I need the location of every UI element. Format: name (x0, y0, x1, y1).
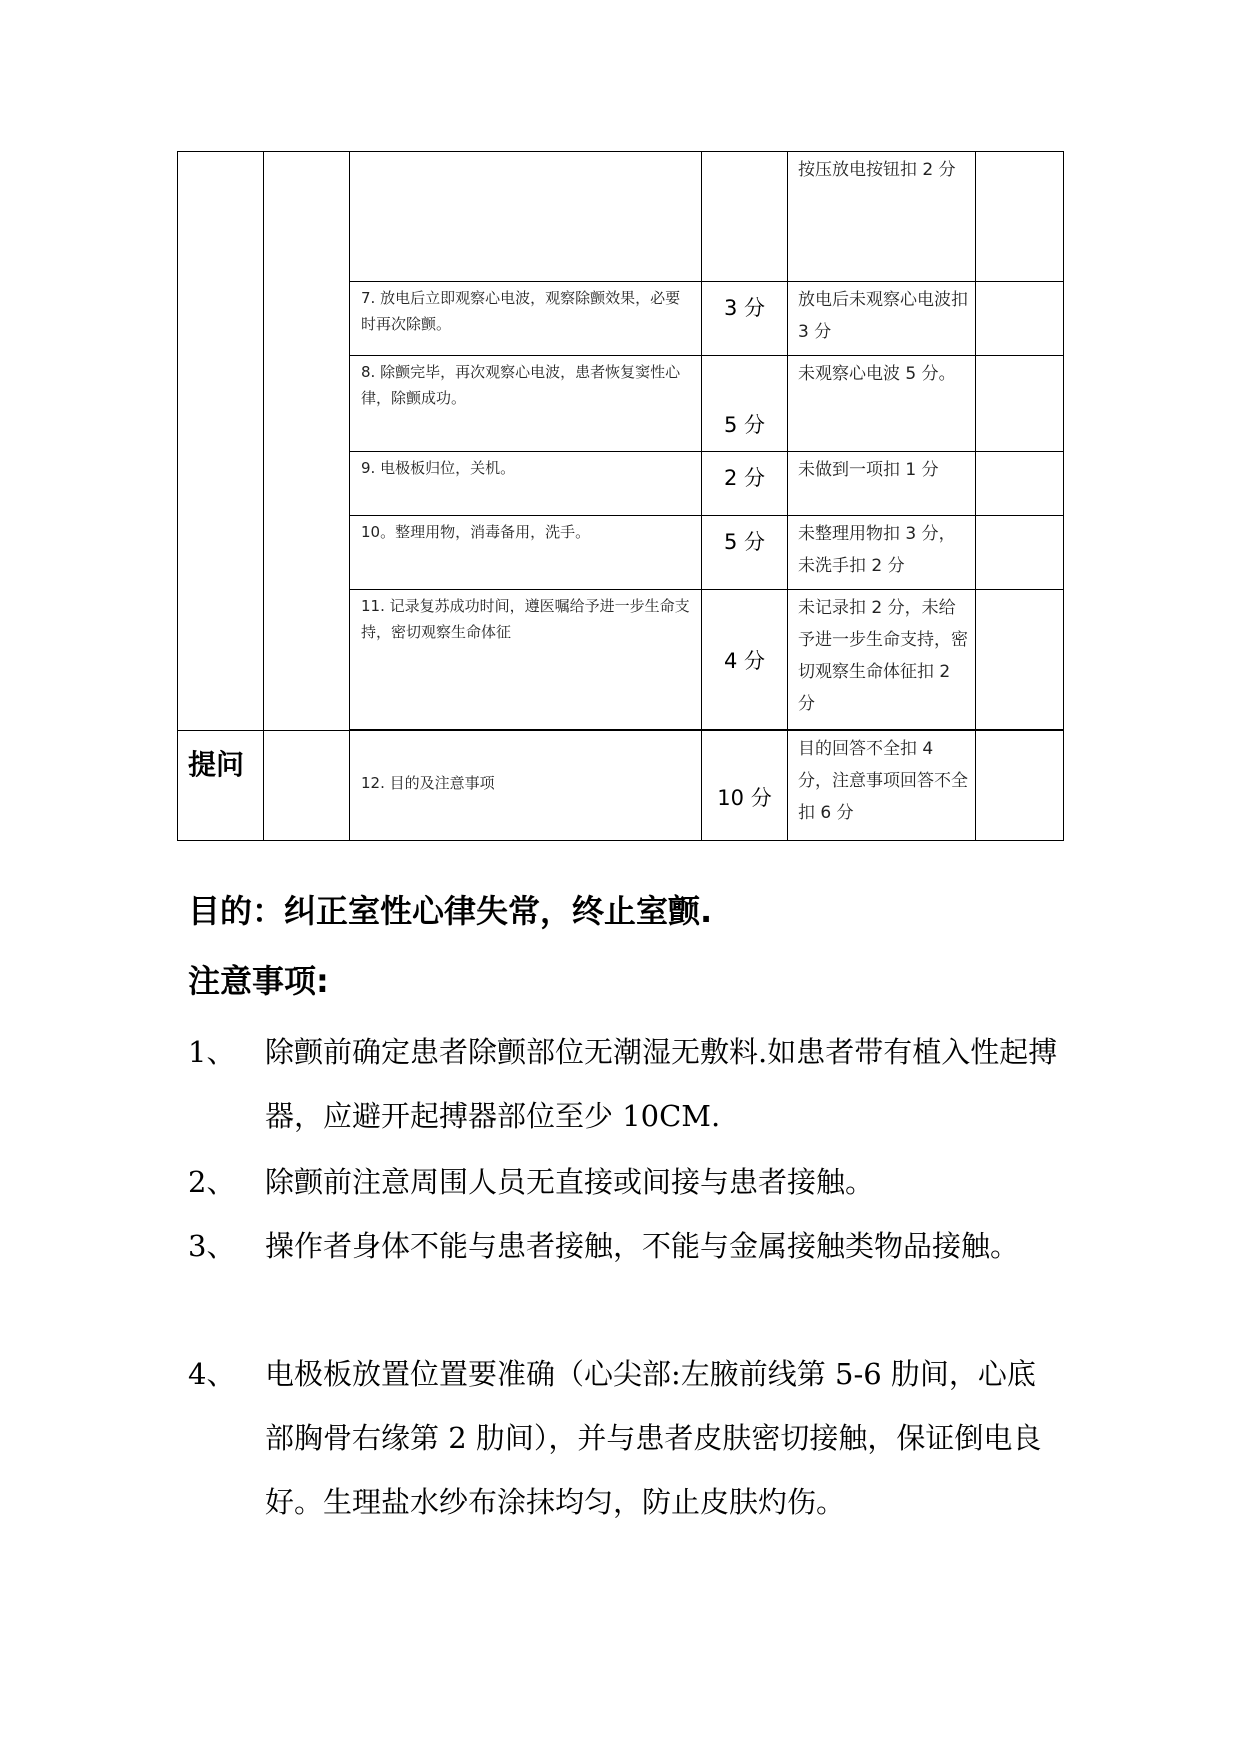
note-text: 电极板放置位置要准确（心尖部:左腋前线第 5-6 肋间，心底部胸骨右缘第 2 肋间），并与患者皮肤密切接触，保证倒电良好。生理盐水纱布涂抹均匀，防止皮肤灼伤。 (265, 1357, 1042, 1519)
note-number: 2、 (188, 1165, 236, 1199)
subsection-cell (264, 152, 350, 731)
note-number: 4、 (188, 1357, 236, 1391)
blank-cell (976, 356, 1064, 452)
score-cell: 5 分 (702, 516, 788, 590)
item-cell: 9. 电极板归位，关机。 (350, 452, 702, 516)
note-text: 除颤前确定患者除颤部位无潮湿无敷料.如患者带有植入性起搏器，应避开起搏器部位至少 10CM. (265, 1035, 1058, 1133)
blank-cell (976, 731, 1064, 841)
score-cell: 4 分 (702, 590, 788, 730)
deduction-cell: 未做到一项扣 1 分 (788, 452, 976, 516)
deduction-cell: 目的回答不全扣 4 分，注意事项回答不全扣 6 分 (788, 731, 976, 841)
blank-cell (976, 452, 1064, 516)
score-cell: 10 分 (702, 731, 788, 841)
note-number: 1、 (188, 1035, 236, 1069)
notes-heading: 注意事项: (188, 962, 329, 1000)
note-number: 3、 (188, 1229, 236, 1263)
blank-cell (976, 282, 1064, 356)
section-label-cell: 提问 (178, 731, 264, 841)
score-cell: 5 分 (702, 356, 788, 452)
blank-cell (976, 152, 1064, 282)
deduction-cell: 未整理用物扣 3 分，未洗手扣 2 分 (788, 516, 976, 590)
item-cell (350, 152, 702, 282)
blank-cell (976, 516, 1064, 590)
subsection-cell (264, 731, 350, 841)
table-row (178, 152, 1064, 282)
score-cell: 3 分 (702, 282, 788, 356)
note-item (188, 1150, 1063, 1214)
blank-cell (976, 590, 1064, 730)
deduction-cell: 未观察心电波 5 分。 (788, 356, 976, 452)
item-cell: 11. 记录复苏成功时间，遵医嘱给予进一步生命支持，密切观察生命体征 (350, 590, 702, 730)
question-row (178, 731, 1064, 841)
score-cell (702, 152, 788, 282)
item-cell: 10。整理用物，消毒备用，洗手。 (350, 516, 702, 590)
scoring-table (177, 151, 1064, 841)
deduction-cell: 放电后未观察心电波扣 3 分 (788, 282, 976, 356)
score-cell: 2 分 (702, 452, 788, 516)
item-cell: 8. 除颤完毕，再次观察心电波，患者恢复窦性心律，除颤成功。 (350, 356, 702, 452)
note-text: 除颤前注意周围人员无直接或间接与患者接触。 (265, 1165, 875, 1199)
item-cell: 7. 放电后立即观察心电波，观察除颤效果，必要时再次除颤。 (350, 282, 702, 356)
note-text: 操作者身体不能与患者接触，不能与金属接触类物品接触。 (265, 1229, 1020, 1263)
item-cell: 12. 目的及注意事项 (350, 731, 702, 841)
purpose-heading: 目的：纠正室性心律失常，终止室颤. (188, 892, 713, 930)
section-cell (178, 152, 264, 731)
note-item (188, 1214, 1063, 1342)
note-item (188, 1020, 1063, 1148)
note-item (188, 1342, 1063, 1598)
deduction-cell: 按压放电按钮扣 2 分 (788, 152, 976, 282)
deduction-cell: 未记录扣 2 分，未给予进一步生命支持，密切观察生命体征扣 2 分 (788, 590, 976, 730)
